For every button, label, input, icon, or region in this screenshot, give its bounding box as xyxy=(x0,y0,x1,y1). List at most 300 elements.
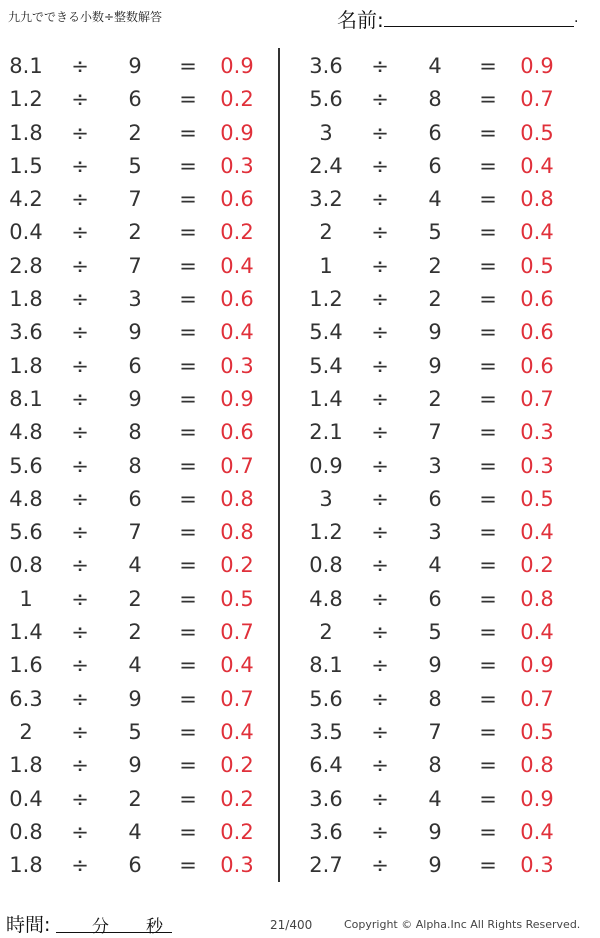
divisor: 9 xyxy=(128,320,142,345)
dividend: 3.6 xyxy=(309,786,343,811)
divisor: 9 xyxy=(428,819,442,844)
dividend: 2 xyxy=(319,220,333,245)
division-sign: ÷ xyxy=(71,786,89,811)
answer: 0.7 xyxy=(220,620,254,645)
dividend: 1.2 xyxy=(309,520,343,545)
equals-sign: = xyxy=(179,686,197,711)
division-sign: ÷ xyxy=(71,87,89,112)
divisor: 9 xyxy=(428,320,442,345)
dividend: 1.2 xyxy=(309,287,343,312)
equals-sign: = xyxy=(479,187,497,212)
dividend: 3.5 xyxy=(309,719,343,744)
dividend: 4.8 xyxy=(309,586,343,611)
equals-sign: = xyxy=(479,153,497,178)
equals-sign: = xyxy=(179,786,197,811)
equals-sign: = xyxy=(179,486,197,511)
problem-row xyxy=(300,282,580,315)
problem-row xyxy=(300,315,580,348)
divisor: 8 xyxy=(428,753,442,778)
answer: 0.3 xyxy=(520,420,554,445)
answer: 0.8 xyxy=(520,187,554,212)
problem-row xyxy=(0,782,280,815)
dividend: 2.1 xyxy=(309,420,343,445)
problem-row xyxy=(300,49,580,82)
answer: 0.2 xyxy=(220,553,254,578)
dividend: 1 xyxy=(19,586,33,611)
answer: 0.2 xyxy=(220,87,254,112)
problem-row xyxy=(0,149,280,182)
division-sign: ÷ xyxy=(71,420,89,445)
division-sign: ÷ xyxy=(71,653,89,678)
answer: 0.5 xyxy=(520,486,554,511)
divisor: 4 xyxy=(128,819,142,844)
answer: 0.6 xyxy=(220,420,254,445)
division-sign: ÷ xyxy=(371,353,389,378)
dividend: 3.6 xyxy=(309,819,343,844)
division-sign: ÷ xyxy=(371,386,389,411)
dividend: 2.7 xyxy=(309,853,343,878)
dividend: 5.4 xyxy=(309,353,343,378)
dividend: 0.4 xyxy=(9,220,43,245)
problem-row xyxy=(0,82,280,115)
equals-sign: = xyxy=(479,87,497,112)
problem-row xyxy=(0,482,280,515)
answer: 0.4 xyxy=(520,153,554,178)
equals-sign: = xyxy=(479,853,497,878)
divisor: 7 xyxy=(128,187,142,212)
dividend: 4.8 xyxy=(9,486,43,511)
divisor: 6 xyxy=(128,486,142,511)
division-sign: ÷ xyxy=(371,653,389,678)
problem-row xyxy=(300,182,580,215)
divisor: 6 xyxy=(428,586,442,611)
equals-sign: = xyxy=(179,553,197,578)
problem-row xyxy=(0,615,280,648)
dividend: 4.8 xyxy=(9,420,43,445)
equals-sign: = xyxy=(479,719,497,744)
answer: 0.7 xyxy=(520,386,554,411)
divisor: 9 xyxy=(428,653,442,678)
problem-row xyxy=(300,548,580,581)
dividend: 0.8 xyxy=(309,553,343,578)
division-sign: ÷ xyxy=(371,819,389,844)
divisor: 3 xyxy=(428,520,442,545)
equals-sign: = xyxy=(179,120,197,145)
division-sign: ÷ xyxy=(71,353,89,378)
problem-row xyxy=(0,548,280,581)
problem-row xyxy=(300,215,580,248)
problem-row xyxy=(300,682,580,715)
divisor: 2 xyxy=(128,120,142,145)
equals-sign: = xyxy=(479,420,497,445)
problem-row xyxy=(300,482,580,515)
dividend: 6.3 xyxy=(9,686,43,711)
dividend: 2.4 xyxy=(309,153,343,178)
problem-row xyxy=(0,349,280,382)
answer: 0.9 xyxy=(220,54,254,78)
division-sign: ÷ xyxy=(371,87,389,112)
divisor: 9 xyxy=(128,686,142,711)
answer: 0.9 xyxy=(520,786,554,811)
divisor: 2 xyxy=(128,220,142,245)
dividend: 1.2 xyxy=(9,87,43,112)
answer: 0.5 xyxy=(520,120,554,145)
dividend: 1.8 xyxy=(9,853,43,878)
divisor: 7 xyxy=(128,520,142,545)
problem-row xyxy=(0,315,280,348)
equals-sign: = xyxy=(179,653,197,678)
divisor: 6 xyxy=(128,853,142,878)
equals-sign: = xyxy=(479,553,497,578)
equals-sign: = xyxy=(479,586,497,611)
equals-sign: = xyxy=(179,87,197,112)
division-sign: ÷ xyxy=(71,620,89,645)
problem-row xyxy=(300,349,580,382)
dividend: 1.8 xyxy=(9,120,43,145)
divisor: 4 xyxy=(428,786,442,811)
answer: 0.2 xyxy=(220,220,254,245)
equals-sign: = xyxy=(479,786,497,811)
divisor: 6 xyxy=(128,87,142,112)
problem-row xyxy=(300,615,580,648)
answer: 0.7 xyxy=(220,453,254,478)
divisor: 4 xyxy=(128,653,142,678)
answer: 0.8 xyxy=(220,520,254,545)
equals-sign: = xyxy=(179,520,197,545)
equals-sign: = xyxy=(179,586,197,611)
equals-sign: = xyxy=(179,153,197,178)
division-sign: ÷ xyxy=(71,719,89,744)
division-sign: ÷ xyxy=(71,453,89,478)
answer: 0.4 xyxy=(520,819,554,844)
seconds-unit: 秒 xyxy=(146,917,163,937)
problem-row xyxy=(300,848,580,881)
divisor: 9 xyxy=(128,753,142,778)
dividend: 5.6 xyxy=(309,686,343,711)
answer: 0.4 xyxy=(220,320,254,345)
answer: 0.4 xyxy=(520,220,554,245)
answer: 0.9 xyxy=(520,54,554,78)
division-sign: ÷ xyxy=(71,153,89,178)
answer: 0.5 xyxy=(220,586,254,611)
problem-row xyxy=(0,848,280,881)
division-sign: ÷ xyxy=(371,786,389,811)
dividend: 2 xyxy=(319,620,333,645)
equals-sign: = xyxy=(179,386,197,411)
problem-row xyxy=(0,182,280,215)
problem-row xyxy=(0,748,280,781)
equals-sign: = xyxy=(179,187,197,212)
answer: 0.2 xyxy=(520,553,554,578)
problem-row xyxy=(300,249,580,282)
division-sign: ÷ xyxy=(71,853,89,878)
divisor: 2 xyxy=(128,620,142,645)
time-label: 時間: xyxy=(6,914,51,936)
equals-sign: = xyxy=(179,54,197,78)
division-sign: ÷ xyxy=(71,586,89,611)
problem-row xyxy=(300,382,580,415)
equals-sign: = xyxy=(479,220,497,245)
problem-row xyxy=(0,648,280,681)
division-sign: ÷ xyxy=(371,686,389,711)
division-sign: ÷ xyxy=(71,819,89,844)
answer: 0.3 xyxy=(520,853,554,878)
division-sign: ÷ xyxy=(371,320,389,345)
divisor: 5 xyxy=(128,719,142,744)
division-sign: ÷ xyxy=(371,553,389,578)
divisor: 8 xyxy=(128,453,142,478)
dividend: 5.6 xyxy=(9,453,43,478)
division-sign: ÷ xyxy=(371,853,389,878)
division-sign: ÷ xyxy=(371,187,389,212)
equals-sign: = xyxy=(479,486,497,511)
dividend: 0.9 xyxy=(309,453,343,478)
equals-sign: = xyxy=(179,819,197,844)
divisor: 6 xyxy=(428,153,442,178)
dividend: 3.6 xyxy=(309,54,343,78)
answer: 0.4 xyxy=(520,520,554,545)
copyright: Copyright © Alpha.Inc All Rights Reserved. xyxy=(344,918,581,931)
problem-row xyxy=(300,715,580,748)
division-sign: ÷ xyxy=(371,486,389,511)
divisor: 2 xyxy=(428,253,442,278)
dividend: 3 xyxy=(319,120,333,145)
dividend: 1.6 xyxy=(9,653,43,678)
division-sign: ÷ xyxy=(71,753,89,778)
page-title: 九九でできる小数÷整数解答 xyxy=(8,10,163,24)
divisor: 5 xyxy=(428,620,442,645)
divisor: 7 xyxy=(128,253,142,278)
problem-row xyxy=(0,49,280,82)
problem-row xyxy=(0,715,280,748)
divisor: 9 xyxy=(428,353,442,378)
problem-column-right xyxy=(300,49,580,881)
answer: 0.8 xyxy=(520,753,554,778)
equals-sign: = xyxy=(179,620,197,645)
answer: 0.6 xyxy=(220,187,254,212)
equals-sign: = xyxy=(479,287,497,312)
dividend: 6.4 xyxy=(309,753,343,778)
division-sign: ÷ xyxy=(71,486,89,511)
dividend: 0.8 xyxy=(9,553,43,578)
answer: 0.2 xyxy=(220,786,254,811)
name-end-mark: . xyxy=(574,10,579,26)
equals-sign: = xyxy=(479,686,497,711)
problem-row xyxy=(0,116,280,149)
divisor: 8 xyxy=(128,420,142,445)
equals-sign: = xyxy=(179,320,197,345)
problem-row xyxy=(0,249,280,282)
problem-row xyxy=(300,782,580,815)
division-sign: ÷ xyxy=(71,253,89,278)
problem-row xyxy=(300,415,580,448)
divisor: 7 xyxy=(428,420,442,445)
answer: 0.3 xyxy=(220,853,254,878)
division-sign: ÷ xyxy=(371,586,389,611)
division-sign: ÷ xyxy=(71,54,89,78)
problem-row xyxy=(0,215,280,248)
division-sign: ÷ xyxy=(71,220,89,245)
problem-row xyxy=(300,82,580,115)
answer: 0.2 xyxy=(220,753,254,778)
answer: 0.3 xyxy=(520,453,554,478)
problem-row xyxy=(300,582,580,615)
answer: 0.3 xyxy=(220,353,254,378)
problem-row xyxy=(0,282,280,315)
equals-sign: = xyxy=(179,353,197,378)
dividend: 1.8 xyxy=(9,753,43,778)
equals-sign: = xyxy=(179,420,197,445)
equals-sign: = xyxy=(479,453,497,478)
divisor: 4 xyxy=(428,54,442,78)
problem-row xyxy=(0,815,280,848)
divisor: 9 xyxy=(128,54,142,78)
answer: 0.8 xyxy=(220,486,254,511)
answer: 0.7 xyxy=(520,87,554,112)
divisor: 6 xyxy=(428,486,442,511)
minutes-unit: 分 xyxy=(92,917,109,937)
name-blank-line xyxy=(384,26,574,27)
division-sign: ÷ xyxy=(371,753,389,778)
problem-row xyxy=(300,748,580,781)
division-sign: ÷ xyxy=(71,120,89,145)
divisor: 9 xyxy=(428,853,442,878)
divisor: 2 xyxy=(128,786,142,811)
problem-row xyxy=(300,449,580,482)
equals-sign: = xyxy=(179,220,197,245)
divisor: 3 xyxy=(128,287,142,312)
divisor: 2 xyxy=(428,386,442,411)
dividend: 1 xyxy=(319,253,333,278)
division-sign: ÷ xyxy=(371,54,389,78)
equals-sign: = xyxy=(479,653,497,678)
problem-row xyxy=(300,648,580,681)
dividend: 1.4 xyxy=(9,620,43,645)
divisor: 9 xyxy=(128,386,142,411)
equals-sign: = xyxy=(479,819,497,844)
division-sign: ÷ xyxy=(371,719,389,744)
dividend: 5.6 xyxy=(309,87,343,112)
division-sign: ÷ xyxy=(371,153,389,178)
divisor: 8 xyxy=(428,87,442,112)
answer: 0.6 xyxy=(520,287,554,312)
equals-sign: = xyxy=(479,753,497,778)
equals-sign: = xyxy=(179,453,197,478)
dividend: 1.5 xyxy=(9,153,43,178)
division-sign: ÷ xyxy=(371,420,389,445)
answer: 0.5 xyxy=(520,719,554,744)
division-sign: ÷ xyxy=(71,686,89,711)
division-sign: ÷ xyxy=(371,253,389,278)
answer: 0.7 xyxy=(520,686,554,711)
dividend: 0.8 xyxy=(9,819,43,844)
answer: 0.6 xyxy=(520,353,554,378)
problem-row xyxy=(0,682,280,715)
divisor: 8 xyxy=(428,686,442,711)
equals-sign: = xyxy=(179,253,197,278)
equals-sign: = xyxy=(479,353,497,378)
answer: 0.4 xyxy=(220,253,254,278)
answer: 0.6 xyxy=(520,320,554,345)
answer: 0.5 xyxy=(520,253,554,278)
answer: 0.7 xyxy=(220,686,254,711)
answer: 0.9 xyxy=(520,653,554,678)
divisor: 2 xyxy=(128,586,142,611)
equals-sign: = xyxy=(479,620,497,645)
answer: 0.6 xyxy=(220,287,254,312)
dividend: 2.8 xyxy=(9,253,43,278)
dividend: 8.1 xyxy=(9,54,43,78)
answer: 0.4 xyxy=(220,719,254,744)
division-sign: ÷ xyxy=(71,520,89,545)
answer: 0.8 xyxy=(520,586,554,611)
divisor: 5 xyxy=(428,220,442,245)
dividend: 2 xyxy=(19,719,33,744)
equals-sign: = xyxy=(179,753,197,778)
problem-row xyxy=(0,449,280,482)
divisor: 4 xyxy=(428,187,442,212)
division-sign: ÷ xyxy=(371,453,389,478)
dividend: 3.6 xyxy=(9,320,43,345)
divisor: 4 xyxy=(128,553,142,578)
problem-row xyxy=(0,515,280,548)
divisor: 6 xyxy=(128,353,142,378)
problem-row xyxy=(300,149,580,182)
dividend: 1.8 xyxy=(9,287,43,312)
dividend: 1.8 xyxy=(9,353,43,378)
division-sign: ÷ xyxy=(71,287,89,312)
dividend: 1.4 xyxy=(309,386,343,411)
divisor: 6 xyxy=(428,120,442,145)
dividend: 8.1 xyxy=(309,653,343,678)
page-number: 21/400 xyxy=(270,918,313,932)
equals-sign: = xyxy=(479,320,497,345)
problem-column-left xyxy=(0,49,280,881)
division-sign: ÷ xyxy=(71,553,89,578)
division-sign: ÷ xyxy=(71,187,89,212)
answer: 0.9 xyxy=(220,120,254,145)
dividend: 3.2 xyxy=(309,187,343,212)
answer: 0.4 xyxy=(520,620,554,645)
equals-sign: = xyxy=(479,120,497,145)
equals-sign: = xyxy=(479,253,497,278)
division-sign: ÷ xyxy=(371,520,389,545)
division-sign: ÷ xyxy=(371,287,389,312)
dividend: 3 xyxy=(319,486,333,511)
equals-sign: = xyxy=(179,853,197,878)
problem-row xyxy=(0,582,280,615)
dividend: 5.6 xyxy=(9,520,43,545)
equals-sign: = xyxy=(479,54,497,78)
division-sign: ÷ xyxy=(371,620,389,645)
divisor: 4 xyxy=(428,553,442,578)
problem-row xyxy=(0,415,280,448)
divisor: 7 xyxy=(428,719,442,744)
problem-row xyxy=(300,515,580,548)
name-label: 名前: xyxy=(337,8,384,32)
division-sign: ÷ xyxy=(71,386,89,411)
answer: 0.9 xyxy=(220,386,254,411)
dividend: 5.4 xyxy=(309,320,343,345)
equals-sign: = xyxy=(479,386,497,411)
problem-row xyxy=(0,382,280,415)
divisor: 2 xyxy=(428,287,442,312)
dividend: 0.4 xyxy=(9,786,43,811)
division-sign: ÷ xyxy=(371,120,389,145)
division-sign: ÷ xyxy=(371,220,389,245)
equals-sign: = xyxy=(479,520,497,545)
answer: 0.2 xyxy=(220,819,254,844)
